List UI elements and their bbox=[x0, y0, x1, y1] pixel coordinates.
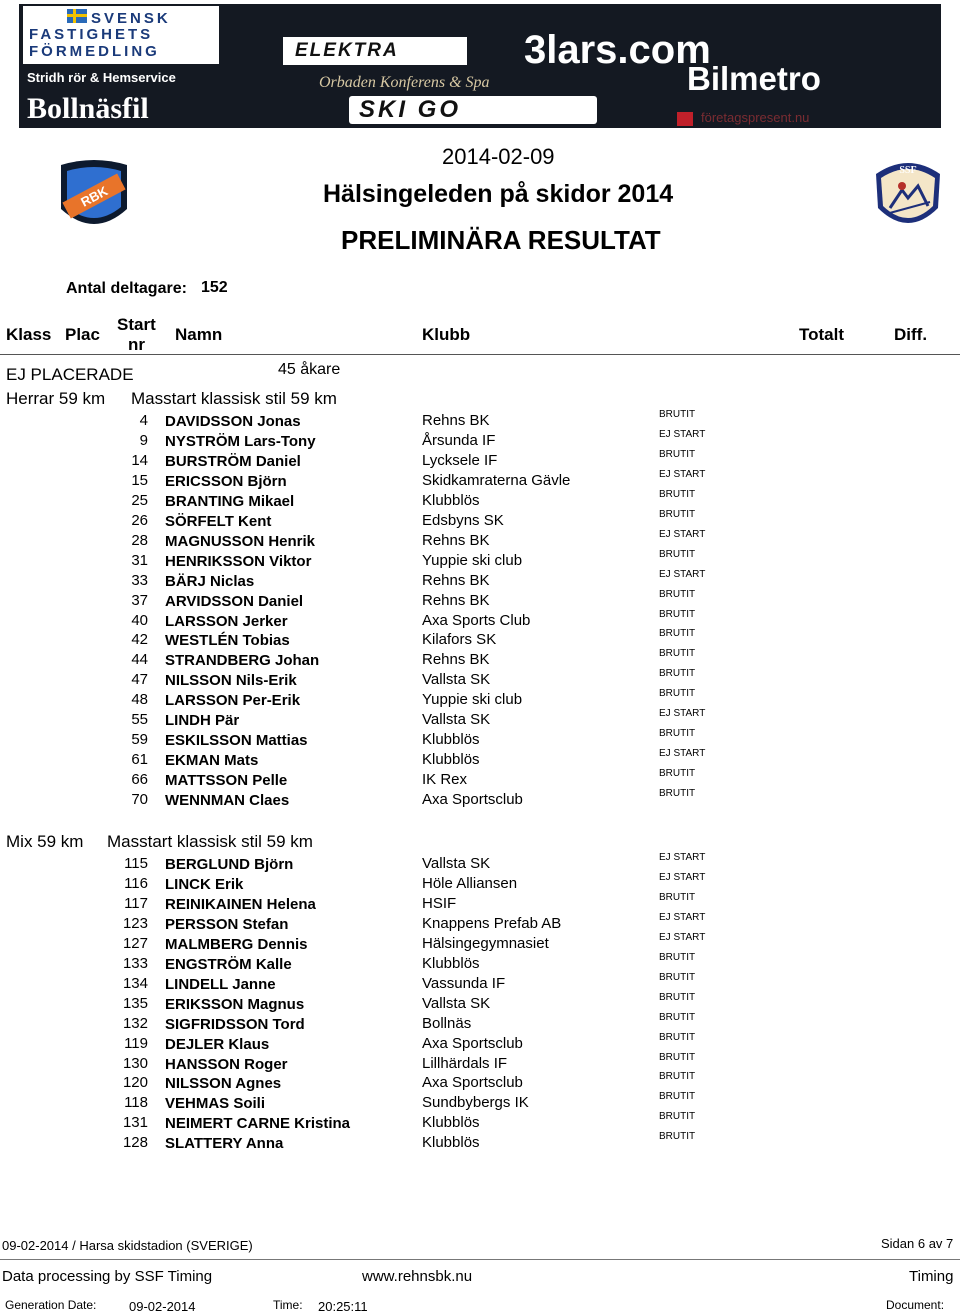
start-number: 133 bbox=[122, 955, 148, 972]
result-status: BRUTIT bbox=[659, 1111, 696, 1122]
result-row bbox=[0, 852, 960, 875]
result-status: BRUTIT bbox=[659, 952, 696, 963]
club-name: Vallsta SK bbox=[422, 711, 491, 728]
start-number: 115 bbox=[124, 855, 148, 872]
club-name: Klubblös bbox=[422, 731, 480, 748]
participants-label: Antal deltagare: bbox=[66, 280, 187, 297]
athlete-name: LARSSON Jerker bbox=[165, 613, 288, 630]
result-row bbox=[0, 728, 960, 751]
result-status: BRUTIT bbox=[659, 589, 696, 600]
sponsor-elektra: ELEKTRA bbox=[295, 40, 399, 61]
start-number: 25 bbox=[131, 492, 148, 509]
result-status: BRUTIT bbox=[659, 1071, 696, 1082]
column-header-klubb: Klubb bbox=[422, 325, 471, 344]
result-status: BRUTIT bbox=[659, 648, 696, 659]
footer-url-link[interactable]: www.rehnsbk.nu bbox=[362, 1268, 473, 1285]
club-name: Rehns BK bbox=[422, 412, 490, 429]
athlete-name: HENRIKSSON Viktor bbox=[165, 553, 312, 570]
start-number: 120 bbox=[122, 1074, 148, 1091]
start-number: 28 bbox=[131, 532, 148, 549]
club-name: Skidkamraterna Gävle bbox=[422, 472, 571, 489]
result-status: BRUTIT bbox=[659, 1012, 696, 1023]
start-number: 14 bbox=[131, 452, 148, 469]
sponsor-foretagspresent: företagspresent.nu bbox=[701, 110, 810, 125]
club-name: Axa Sportsclub bbox=[422, 1035, 523, 1052]
result-row bbox=[0, 469, 960, 492]
sponsor-banner bbox=[19, 4, 941, 128]
result-row bbox=[0, 708, 960, 731]
column-header-namn: Namn bbox=[175, 325, 223, 344]
result-row bbox=[0, 1111, 960, 1134]
result-status: BRUTIT bbox=[659, 1052, 696, 1063]
category-label: EJ PLACERADE bbox=[6, 365, 134, 384]
result-row bbox=[0, 872, 960, 895]
club-name: Hälsingegymnasiet bbox=[422, 935, 549, 952]
club-name: Rehns BK bbox=[422, 572, 490, 589]
club-name: Edsbyns SK bbox=[422, 512, 504, 529]
result-status: EJ START bbox=[659, 852, 706, 863]
club-name: Klubblös bbox=[422, 955, 480, 972]
club-name: Yuppie ski club bbox=[422, 691, 523, 708]
result-status: BRUTIT bbox=[659, 449, 696, 460]
result-row bbox=[0, 892, 960, 915]
result-status: BRUTIT bbox=[659, 409, 696, 420]
result-row bbox=[0, 1052, 960, 1075]
result-status: EJ START bbox=[659, 708, 706, 719]
club-name: Lycksele IF bbox=[422, 452, 498, 469]
athlete-name: DAVIDSSON Jonas bbox=[165, 413, 301, 430]
athlete-name: WESTLÉN Tobias bbox=[165, 632, 290, 649]
athlete-name: WENNMAN Claes bbox=[165, 792, 290, 809]
section-class: Mix 59 km bbox=[6, 832, 84, 851]
athlete-name: HANSSON Roger bbox=[165, 1056, 288, 1073]
result-row bbox=[0, 509, 960, 532]
start-number: 116 bbox=[124, 875, 148, 892]
athlete-name: ERIKSSON Magnus bbox=[165, 996, 305, 1013]
club-name: Axa Sports Club bbox=[422, 612, 531, 629]
result-status: BRUTIT bbox=[659, 688, 696, 699]
result-status: BRUTIT bbox=[659, 1032, 696, 1043]
athlete-name: SÖRFELT Kent bbox=[165, 513, 272, 530]
start-number: 37 bbox=[131, 592, 148, 609]
result-row bbox=[0, 529, 960, 552]
ssf-federation-logo bbox=[872, 156, 944, 236]
section-title: Masstart klassisk stil 59 km bbox=[107, 832, 313, 851]
result-row bbox=[0, 589, 960, 612]
result-row bbox=[0, 932, 960, 955]
athlete-name: BRANTING Mikael bbox=[165, 493, 295, 510]
result-status: BRUTIT bbox=[659, 1091, 696, 1102]
result-status: BRUTIT bbox=[659, 489, 696, 500]
result-status: BRUTIT bbox=[659, 668, 696, 679]
result-status: BRUTIT bbox=[659, 972, 696, 983]
result-status: BRUTIT bbox=[659, 609, 696, 620]
start-number: 40 bbox=[131, 612, 148, 629]
category-count: 45 åkare bbox=[278, 361, 341, 378]
page-subtitle: PRELIMINÄRA RESULTAT bbox=[341, 225, 661, 255]
column-header-totalt: Totalt bbox=[799, 325, 845, 344]
result-row bbox=[0, 748, 960, 771]
athlete-name: BERGLUND Björn bbox=[165, 856, 294, 873]
result-row bbox=[0, 992, 960, 1015]
footer-divider bbox=[0, 1259, 960, 1260]
athlete-name: PERSSON Stefan bbox=[165, 916, 289, 933]
start-number: 70 bbox=[131, 791, 148, 808]
start-number: 134 bbox=[122, 975, 148, 992]
sponsor-skigo: SKI GO bbox=[359, 96, 462, 123]
start-number: 131 bbox=[122, 1114, 148, 1131]
sponsor-bollnasfil: Bollnäsfil bbox=[27, 92, 149, 125]
sponsor-stridh: Stridh rör & Hemservice bbox=[27, 70, 176, 85]
athlete-name: LINDH Pär bbox=[165, 712, 240, 729]
start-number: 42 bbox=[131, 631, 148, 648]
result-row bbox=[0, 648, 960, 671]
result-row bbox=[0, 549, 960, 572]
club-name: Vallsta SK bbox=[422, 671, 491, 688]
gift-icon bbox=[677, 112, 693, 126]
header-divider bbox=[0, 354, 960, 355]
club-name: Klubblös bbox=[422, 1114, 480, 1131]
club-name: Årsunda IF bbox=[422, 432, 496, 449]
club-name: Bollnäs bbox=[422, 1015, 472, 1032]
result-status: BRUTIT bbox=[659, 892, 696, 903]
club-name: Vassunda IF bbox=[422, 975, 506, 992]
result-row bbox=[0, 1131, 960, 1154]
result-status: EJ START bbox=[659, 429, 706, 440]
result-status: EJ START bbox=[659, 569, 706, 580]
result-status: EJ START bbox=[659, 872, 706, 883]
start-number: 61 bbox=[131, 751, 148, 768]
sponsor-fastighets: FASTIGHETS bbox=[29, 26, 154, 43]
sponsor-orbaden: Orbaden Konferens & Spa bbox=[319, 74, 490, 91]
start-number: 31 bbox=[131, 552, 148, 569]
athlete-name: LINDELL Janne bbox=[165, 976, 276, 993]
sponsor-3lars: 3lars.com bbox=[524, 28, 711, 72]
column-header-diff: Diff. bbox=[894, 325, 928, 344]
start-number: 128 bbox=[122, 1134, 148, 1151]
start-number: 44 bbox=[131, 651, 148, 668]
result-status: BRUTIT bbox=[659, 992, 696, 1003]
svg-text:RBK: RBK bbox=[78, 183, 111, 210]
result-status: BRUTIT bbox=[659, 628, 696, 639]
sponsor-bilmetro: Bilmetro bbox=[687, 60, 821, 97]
club-name: Kilafors SK bbox=[422, 631, 497, 648]
athlete-name: LARSSON Per-Erik bbox=[165, 692, 301, 709]
section-class: Herrar 59 km bbox=[6, 389, 106, 408]
column-header-nr: nr bbox=[128, 335, 145, 354]
athlete-name: ERICSSON Björn bbox=[165, 473, 287, 490]
athlete-name: ENGSTRÖM Kalle bbox=[165, 956, 292, 973]
result-status: EJ START bbox=[659, 748, 706, 759]
result-status: BRUTIT bbox=[659, 509, 696, 520]
sponsor-svensk: SVENSK bbox=[91, 10, 171, 27]
start-number: 47 bbox=[131, 671, 148, 688]
start-number: 66 bbox=[131, 771, 148, 788]
club-name: IK Rex bbox=[422, 771, 468, 788]
start-number: 123 bbox=[122, 915, 148, 932]
club-name: Rehns BK bbox=[422, 651, 490, 668]
sponsor-formedling: FÖRMEDLING bbox=[29, 43, 160, 60]
footer-time-label: Time: bbox=[273, 1298, 303, 1312]
start-number: 135 bbox=[122, 995, 148, 1012]
result-status: BRUTIT bbox=[659, 788, 696, 799]
club-name: Vallsta SK bbox=[422, 995, 491, 1012]
result-status: BRUTIT bbox=[659, 768, 696, 779]
section-title: Masstart klassisk stil 59 km bbox=[131, 389, 337, 408]
club-name: Axa Sportsclub bbox=[422, 791, 523, 808]
athlete-name: ESKILSSON Mattias bbox=[165, 732, 308, 749]
result-row bbox=[0, 1071, 960, 1094]
footer-time-value: 20:25:11 bbox=[318, 1299, 368, 1314]
result-status: BRUTIT bbox=[659, 1131, 696, 1142]
rbk-club-logo bbox=[55, 157, 133, 235]
athlete-name: BURSTRÖM Daniel bbox=[165, 453, 301, 470]
result-row bbox=[0, 1012, 960, 1035]
start-number: 9 bbox=[139, 432, 148, 449]
start-number: 132 bbox=[122, 1015, 148, 1032]
column-header-klass: Klass bbox=[6, 325, 52, 344]
athlete-name: SIGFRIDSSON Tord bbox=[165, 1016, 305, 1033]
result-row bbox=[0, 768, 960, 791]
result-row bbox=[0, 668, 960, 691]
start-number: 117 bbox=[124, 895, 148, 912]
result-row bbox=[0, 569, 960, 592]
result-row bbox=[0, 409, 960, 432]
event-title: Hälsingeleden på skidor 2014 bbox=[323, 180, 674, 208]
club-name: Vallsta SK bbox=[422, 855, 491, 872]
svg-text:SSF: SSF bbox=[899, 165, 917, 176]
start-number: 119 bbox=[124, 1035, 148, 1052]
athlete-name: MALMBERG Dennis bbox=[165, 936, 308, 953]
club-name: Axa Sportsclub bbox=[422, 1074, 523, 1091]
athlete-name: NILSSON Agnes bbox=[165, 1075, 282, 1092]
result-status: EJ START bbox=[659, 529, 706, 540]
swedish-flag-icon bbox=[67, 9, 87, 23]
result-status: BRUTIT bbox=[659, 728, 696, 739]
result-status: EJ START bbox=[659, 469, 706, 480]
start-number: 130 bbox=[122, 1055, 148, 1072]
athlete-name: STRANDBERG Johan bbox=[165, 652, 320, 669]
club-name: Klubblös bbox=[422, 1134, 480, 1151]
result-row bbox=[0, 489, 960, 512]
club-name: Rehns BK bbox=[422, 532, 490, 549]
start-number: 4 bbox=[139, 412, 148, 429]
result-row bbox=[0, 972, 960, 995]
club-name: Yuppie ski club bbox=[422, 552, 523, 569]
club-name: Klubblös bbox=[422, 492, 480, 509]
result-row bbox=[0, 628, 960, 651]
start-number: 59 bbox=[131, 731, 148, 748]
club-name: Lillhärdals IF bbox=[422, 1055, 508, 1072]
athlete-name: NEIMERT CARNE Kristina bbox=[165, 1115, 351, 1132]
club-name: Rehns BK bbox=[422, 592, 490, 609]
footer-page-number: Sidan 6 av 7 bbox=[881, 1236, 954, 1251]
club-name: Klubblös bbox=[422, 751, 480, 768]
club-name: HSIF bbox=[422, 895, 457, 912]
result-row bbox=[0, 912, 960, 935]
athlete-name: LINCK Erik bbox=[165, 876, 244, 893]
footer-generation-date: 09-02-2014 bbox=[129, 1299, 196, 1314]
result-row bbox=[0, 952, 960, 975]
athlete-name: SLATTERY Anna bbox=[165, 1135, 284, 1152]
result-row bbox=[0, 788, 960, 811]
athlete-name: BÄRJ Niclas bbox=[165, 573, 255, 590]
start-number: 55 bbox=[131, 711, 148, 728]
athlete-name: MAGNUSSON Henrik bbox=[165, 533, 316, 550]
athlete-name: EKMAN Mats bbox=[165, 752, 259, 769]
athlete-name: NYSTRÖM Lars-Tony bbox=[165, 433, 316, 450]
footer-timing: Timing bbox=[909, 1268, 954, 1285]
athlete-name: ARVIDSSON Daniel bbox=[165, 593, 304, 610]
footer-venue: 09-02-2014 / Harsa skidstadion (SVERIGE) bbox=[2, 1238, 253, 1253]
start-number: 48 bbox=[131, 691, 148, 708]
footer-document-label: Document: bbox=[886, 1298, 945, 1312]
result-row bbox=[0, 688, 960, 711]
footer-data-processing: Data processing by SSF Timing bbox=[2, 1268, 213, 1285]
athlete-name: VEHMAS Soili bbox=[165, 1095, 266, 1112]
club-name: Knappens Prefab AB bbox=[422, 915, 562, 932]
start-number: 33 bbox=[131, 572, 148, 589]
result-row bbox=[0, 609, 960, 632]
column-header-start: Start bbox=[117, 315, 156, 334]
column-header-plac: Plac bbox=[65, 325, 100, 344]
event-date: 2014-02-09 bbox=[442, 144, 555, 169]
start-number: 26 bbox=[131, 512, 148, 529]
footer-generation-label: Generation Date: bbox=[5, 1298, 97, 1312]
participants-count: 152 bbox=[201, 279, 228, 296]
result-status: BRUTIT bbox=[659, 549, 696, 560]
result-row bbox=[0, 1091, 960, 1114]
club-name: Höle Alliansen bbox=[422, 875, 518, 892]
result-row bbox=[0, 1032, 960, 1055]
start-number: 118 bbox=[124, 1094, 148, 1111]
result-status: EJ START bbox=[659, 932, 706, 943]
athlete-name: DEJLER Klaus bbox=[165, 1036, 270, 1053]
athlete-name: MATTSSON Pelle bbox=[165, 772, 288, 789]
start-number: 127 bbox=[122, 935, 148, 952]
club-name: Sundbybergs IK bbox=[422, 1094, 529, 1111]
result-row bbox=[0, 449, 960, 472]
result-status: EJ START bbox=[659, 912, 706, 923]
athlete-name: NILSSON Nils-Erik bbox=[165, 672, 297, 689]
start-number: 15 bbox=[131, 472, 148, 489]
athlete-name: REINIKAINEN Helena bbox=[165, 896, 316, 913]
result-row bbox=[0, 429, 960, 452]
